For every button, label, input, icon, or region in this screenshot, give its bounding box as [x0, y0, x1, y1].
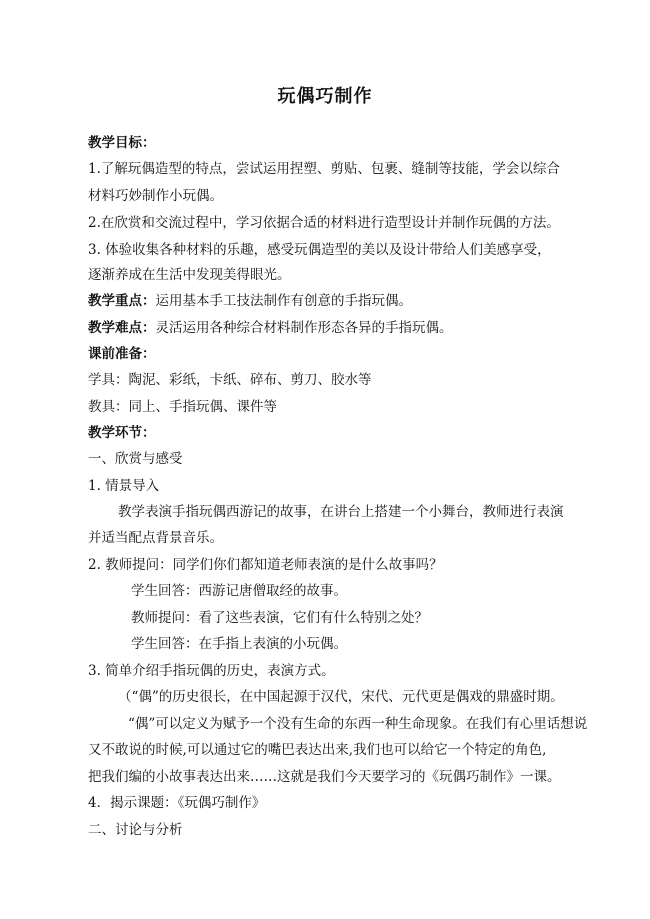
objective-line: 3. 体验收集各种材料的乐趣，感受玩偶造型的美以及设计带给人们美感享受， [88, 242, 551, 258]
key-point-text: 运用基本手工技法制作有创意的手指玩偶。 [155, 293, 412, 309]
paragraph-line: 又不敢说的时候,可以通过它的嘴巴表达出来,我们也可以给它一个特定的角色, [88, 742, 547, 758]
preparation-heading: 课前准备： [88, 346, 156, 362]
step-title: 3. 简单介绍手指玩偶的历史，表演方式。 [88, 663, 335, 679]
key-point-label: 教学重点： [88, 293, 156, 309]
difficulty-text: 灵活运用各种综合材料制作形态各异的手指玩偶。 [155, 320, 453, 336]
dialogue-line: 教师提问：看了这些表演，它们有什么特别之处？ [131, 610, 428, 626]
step-title: 1. 情景导入 [88, 478, 160, 494]
dialogue-line: 学生回答：西游记唐僧取经的故事。 [131, 583, 347, 599]
student-materials: 学具：陶泥、彩纸，卡纸、碎布、剪刀、胶水等 [88, 372, 372, 388]
objective-line: 1.了解玩偶造型的特点，尝试运用捏塑、剪贴、包裹、缝制等技能，学会以综合 [88, 161, 560, 177]
paragraph-line: （“偶”的历史很长，在中国起源于汉代，宋代、元代更是偶戏的鼎盛时期。 [118, 689, 564, 705]
paragraph-line: 并适当配点背景音乐。 [88, 530, 223, 546]
process-heading: 教学环节： [88, 425, 156, 441]
section-heading: 一、欣赏与感受 [88, 451, 183, 467]
difficulty [88, 318, 453, 338]
objective-line: 材料巧妙制作小玩偶。 [88, 188, 223, 204]
paragraph-line: 教学表演手指玩偶西游记的故事，在讲台上搭建一个小舞台，教师进行表演 [118, 504, 564, 520]
section-heading: 二、讨论与分析 [88, 822, 183, 838]
objective-line: 2.在欣赏和交流过程中，学习依据合适的材料进行造型设计并制作玩偶的方法。 [88, 215, 560, 231]
step-title: 2. 教师提问：同学们你们都知道老师表演的是什么故事吗？ [88, 557, 443, 573]
objectives-heading: 教学目标： [88, 135, 156, 151]
objective-line: 逐渐养成在生活中发现美得眼光。 [88, 267, 291, 283]
paragraph-line: 把我们编的小故事表达出来……这就是我们今天要学习的《玩偶巧制作》一课。 [88, 769, 561, 785]
step-title: 4．揭示课题：《玩偶巧制作》 [88, 795, 266, 811]
dialogue-line: 学生回答：在手指上表演的小玩偶。 [131, 636, 347, 652]
key-point [88, 291, 412, 311]
page-title: 玩偶巧制作 [277, 86, 373, 107]
difficulty-label: 教学难点： [88, 320, 156, 336]
paragraph-line: “偶”可以定义为赋予一个没有生命的东西一种生命现象。在我们有心里话想说 [128, 716, 588, 732]
teacher-materials: 教具：同上、手指玩偶、课件等 [88, 399, 277, 415]
